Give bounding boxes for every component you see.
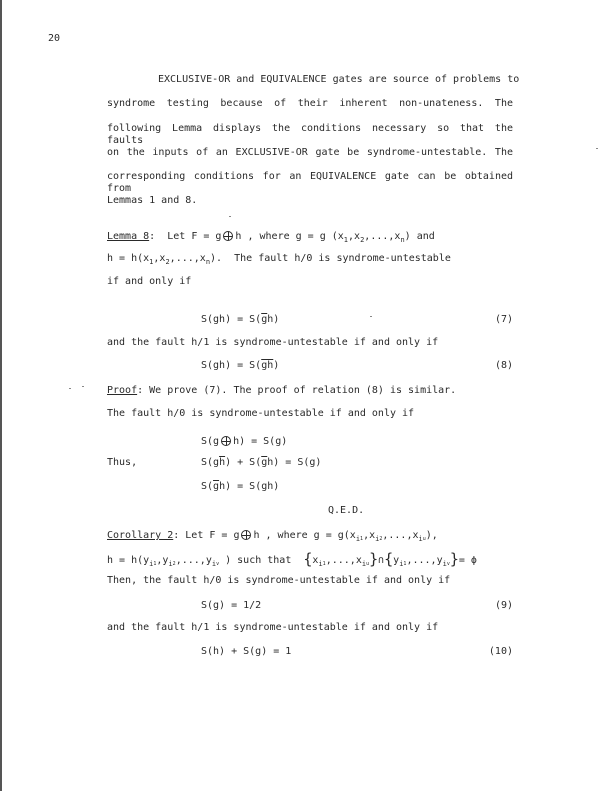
page-number: 20 bbox=[48, 33, 61, 44]
proof-line-1: Proof: We prove (7). The proof of relation (8) is similar. bbox=[107, 385, 457, 396]
equation-10: S(h) + S(g) = 1 bbox=[201, 646, 292, 657]
corollary-line-1: Corollary 2: Let F = g h , where $g = g(x_{i1},x_{i2},...,x_{iu})$, bbox=[107, 530, 438, 543]
lemma-label: Lemma 8 bbox=[107, 231, 150, 242]
paragraph-line-2: syndrome testing because of their inherent non-unateness. The bbox=[107, 98, 513, 109]
lemma-line-3: if and only if bbox=[107, 276, 192, 287]
paragraph-line-1: EXCLUSIVE-OR and EQUIVALENCE gates are source of problems to bbox=[158, 74, 520, 85]
qed: Q.E.D. bbox=[328, 505, 365, 516]
lemma-line-1: Lemma 8: Let F = g h , where g = g $(x_1,x_2,...,x_n)$ and bbox=[107, 231, 435, 244]
scan-speck bbox=[82, 386, 84, 387]
corollary-line-2: $h = h(y_{i1},y_{i2},...,y_{iv}$ ) such that $\{x_{i1},...,x_{iu}\}\cap\{y_{i1},...,y_{iv}\}= \phi$ bbox=[107, 550, 477, 568]
xor-symbol-icon bbox=[241, 530, 251, 540]
corollary-mid-line: and the fault h/1 is syndrome-untestable if and only if bbox=[107, 622, 439, 633]
scan-speck bbox=[69, 388, 71, 389]
equation-9: S(g) = 1/2 bbox=[201, 600, 262, 611]
paragraph-line-3: following Lemma displays the conditions necessary so that the faults bbox=[107, 123, 513, 146]
proof-step-3: $S(\overline{g}h) = S(gh)$ bbox=[201, 481, 280, 492]
scan-speck bbox=[229, 216, 231, 217]
xor-symbol-icon bbox=[221, 436, 231, 446]
scan-speck bbox=[370, 316, 372, 317]
equation-7-number: (7) bbox=[494, 314, 513, 325]
paragraph-line-6: Lemmas 1 and 8. bbox=[107, 195, 198, 206]
proof-label: Proof bbox=[107, 385, 138, 396]
lemma-line-2: $h = h(x_1,x_2,...,x_n)$. The fault h/0 is syndrome-untestable bbox=[107, 253, 451, 266]
lemma-mid-line: and the fault h/1 is syndrome-untestable if and only if bbox=[107, 337, 439, 348]
equation-8-number: (8) bbox=[494, 360, 513, 371]
corollary-line-3: Then, the fault h/0 is syndrome-untestable if and only if bbox=[107, 575, 451, 586]
corollary-label: Corollary 2 bbox=[107, 530, 174, 541]
equation-7: $S(gh) = S(\overline{g}h)$ bbox=[201, 314, 280, 325]
proof-thus: Thus, bbox=[107, 457, 138, 468]
scan-speck bbox=[596, 148, 598, 149]
paragraph-line-4: on the inputs of an EXCLUSIVE-OR gate be syndrome-untestable. The bbox=[107, 147, 513, 158]
scan-edge bbox=[0, 0, 2, 791]
proof-line-2: The fault h/0 is syndrome-untestable if and only if bbox=[107, 408, 415, 419]
paragraph-line-5: corresponding conditions for an EQUIVALENCE gate can be obtained from bbox=[107, 171, 513, 194]
equation-10-number: (10) bbox=[488, 646, 513, 657]
equation-8: $S(gh) = S(\overline{gh})$ bbox=[201, 360, 280, 371]
proof-step-2: $S(g\overline{h}) + S(\overline{g}h) = S(g)$ bbox=[201, 457, 322, 468]
proof-step-1: S(g h) = S(g) bbox=[201, 436, 288, 447]
equation-9-number: (9) bbox=[494, 600, 513, 611]
xor-symbol-icon bbox=[223, 231, 233, 241]
